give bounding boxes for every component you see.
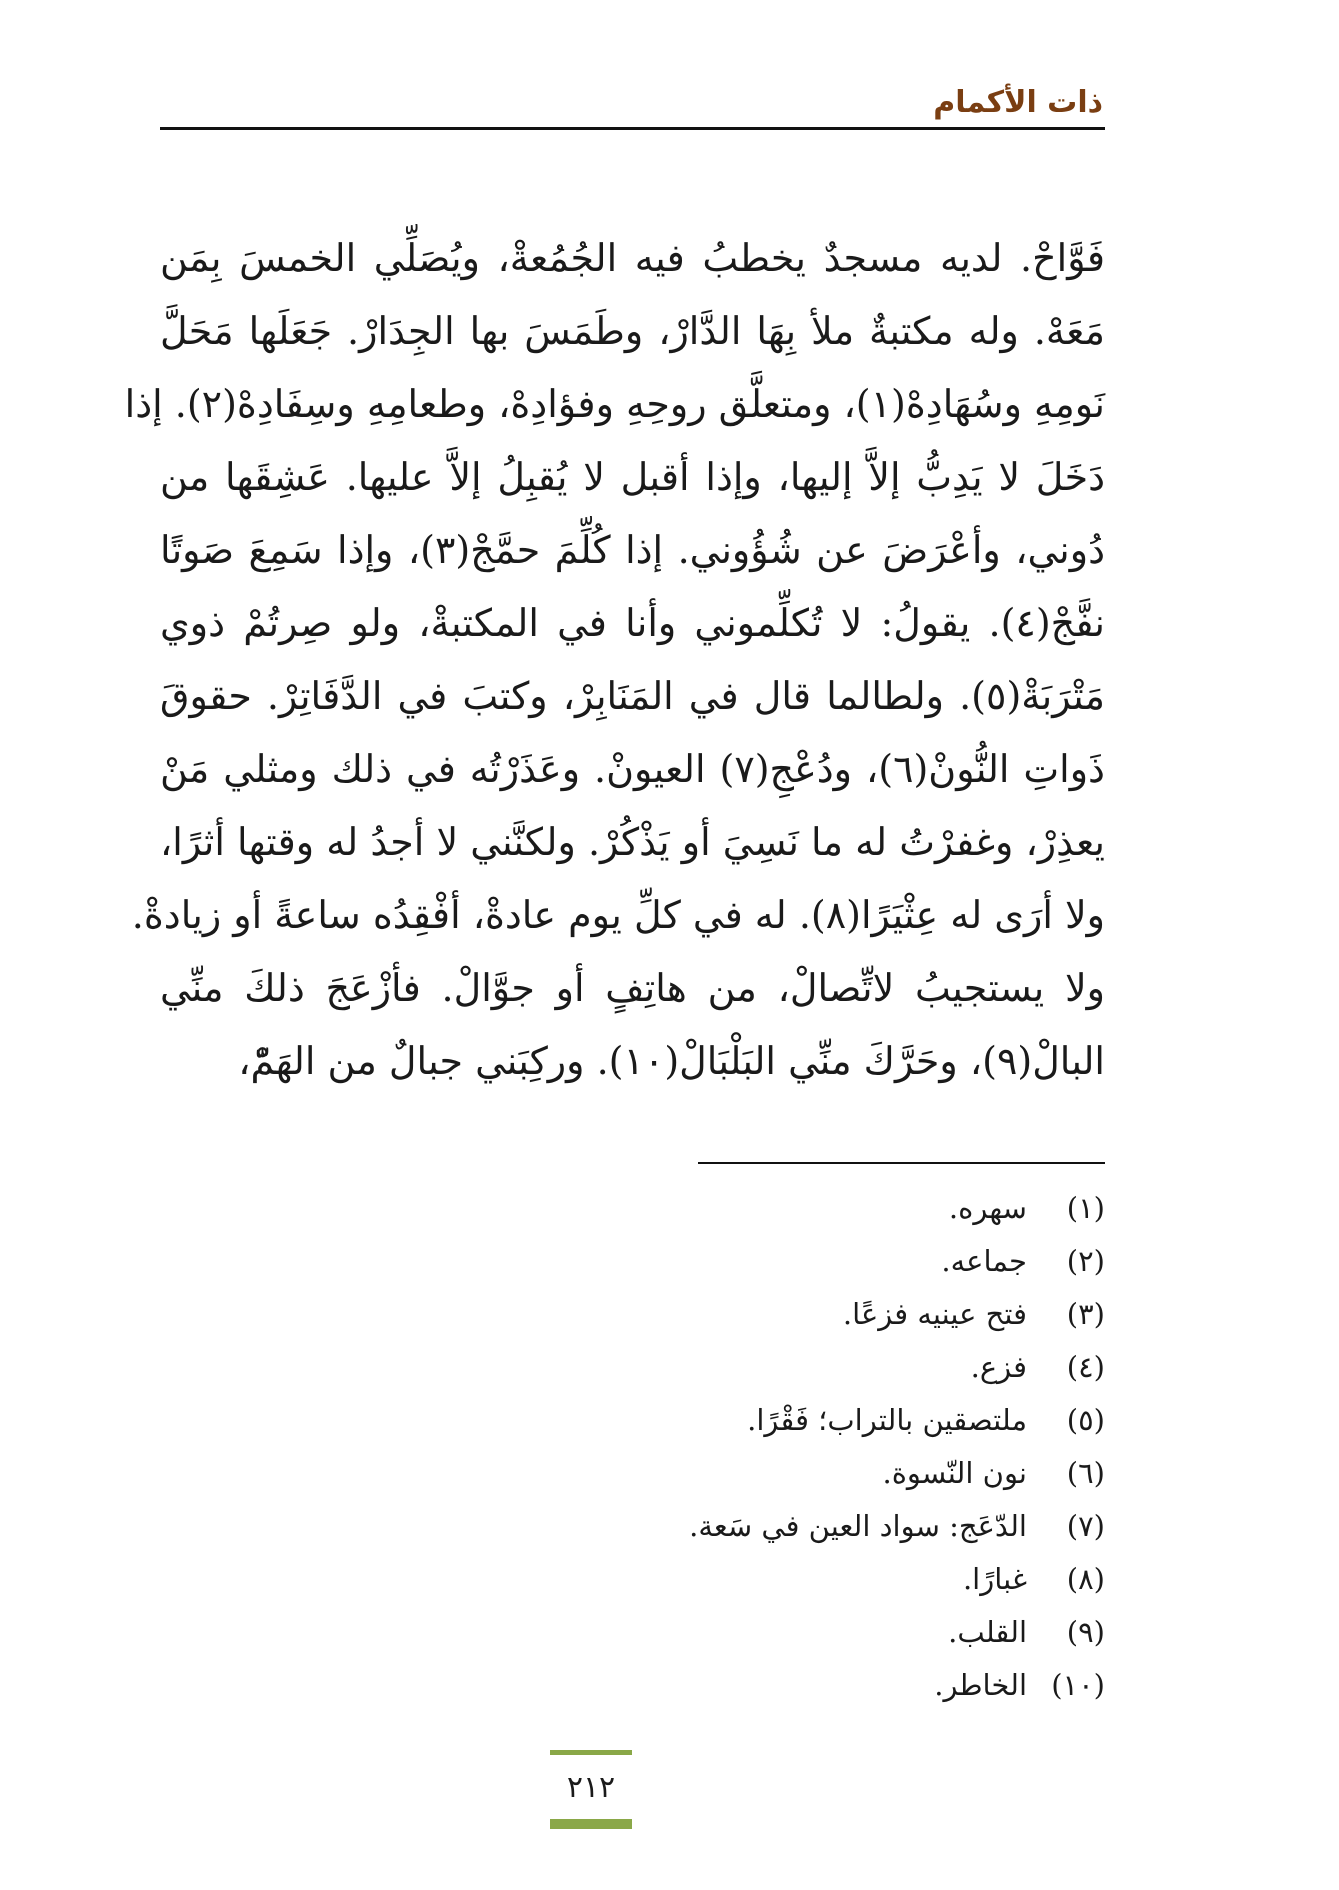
footnote-item [405,1447,1105,1500]
footnote-item [405,1500,1105,1553]
body-line: البالْ(٩)، وحَرَّكَ منِّي البَلْبَالْ(١٠). وركِبَني جبالٌ من الهَمّْ، [238,1039,1105,1083]
footnote-item [405,1553,1105,1606]
body-line: ذَواتِ النُّونْ(٦)، ودُعْجِ(٧) العيونْ. وعَذَرْتُه في ذلك ومثلي مَنْ [160,747,1105,791]
footnote-text: القلب. [948,1615,1027,1649]
footnote-text: فزع. [970,1350,1027,1384]
running-header-title: ذات الأكمام [933,85,1103,120]
footnote-item [405,1182,1105,1235]
footnote-text: جماعه. [941,1244,1027,1278]
body-line: مَعَهْ. وله مكتبةٌ ملأ بِهَا الدَّارْ، وطَمَسَ بها الجِدَارْ. جَعَلَها مَحَلَّ [160,309,1105,353]
footnote-text: الدّعَج: سواد العين في سَعة. [689,1509,1027,1543]
footnote-text: نون النّسوة. [882,1456,1027,1490]
footnote-number: (٣) [1066,1297,1105,1331]
footnote-number: (٩) [1066,1615,1105,1649]
footnote-item [405,1659,1105,1712]
page-number-block [550,1750,632,1830]
page-number-bottom-bar [550,1819,632,1829]
page-number: ٢١٢ [566,1770,616,1805]
footnote-item [405,1235,1105,1288]
footnote-number: (٧) [1066,1509,1105,1543]
footnote-item [405,1394,1105,1447]
footnote-text: فتح عينيه فزعًا. [842,1297,1027,1331]
footnote-text: سهره. [948,1191,1027,1225]
body-line: يعذِرْ، وغفرْتُ له ما نَسِيَ أو يَذْكُرْ. ولكنَّني لا أجدُ له وقتها أثرًا، [160,820,1105,864]
body-line: نفَّجْ(٤). يقولُ: لا تُكلِّموني وأنا في المكتبةْ، ولو صِرتُمْ ذوي [160,601,1105,645]
footnote-text: ملتصقين بالتراب؛ فَقْرًا. [747,1403,1027,1437]
footnotes [405,1182,1105,1712]
body-line: ولا أرَى له عِثْيَرًا(٨). له في كلِّ يوم عادةْ، أفْقِدُه ساعةً أو زيادةْ. [131,893,1105,937]
footnote-number: (١٠) [1051,1668,1105,1702]
footnote-text: غبارًا. [962,1562,1027,1596]
footnote-item [405,1341,1105,1394]
header-rule [160,127,1105,130]
body-line: فَوَّاحْ. لديه مسجدٌ يخطبُ فيه الجُمُعةْ، ويُصَلِّي الخمسَ بِمَن [160,236,1105,280]
body-line: مَتْرَبَةْ(٥). ولطالما قال في المَنَابِرْ، وكتبَ في الدَّفَاتِرْ. حقوقَ [160,674,1105,718]
page-number-top-bar [550,1750,632,1755]
footnote-number: (٢) [1066,1244,1105,1278]
body-text [124,222,1105,1098]
body-line: دَخَلَ لا يَدِبُّ إلاَّ إليها، وإذا أقبل لا يُقبِلُ إلاَّ عليها. عَشِقَها من [160,455,1105,499]
footnote-number: (٨) [1066,1562,1105,1596]
footnote-number: (٦) [1066,1456,1105,1490]
footnote-text: الخاطر. [934,1668,1027,1702]
footnote-number: (٤) [1066,1350,1105,1384]
footnote-separator [698,1162,1105,1164]
footnote-item [405,1606,1105,1659]
footnote-item [405,1288,1105,1341]
body-line: دُوني، وأعْرَضَ عن شُؤُوني. إذا كُلِّمَ حمَّجْ(٣)، وإذا سَمِعَ صَوتًا [160,528,1105,572]
body-line: ولا يستجيبُ لاتِّصالْ، من هاتِفٍ أو جوَّالْ. فأزْعَجَ ذلكَ منِّي [160,966,1105,1010]
footnote-number: (١) [1066,1191,1105,1225]
body-line: نَومِهِ وسُهَادِهْ(١)، ومتعلَّق روحِهِ وفؤادِهْ، وطعامِهِ وسِفَادِهْ(٢). إذا [124,382,1105,426]
footnote-number: (٥) [1066,1403,1105,1437]
